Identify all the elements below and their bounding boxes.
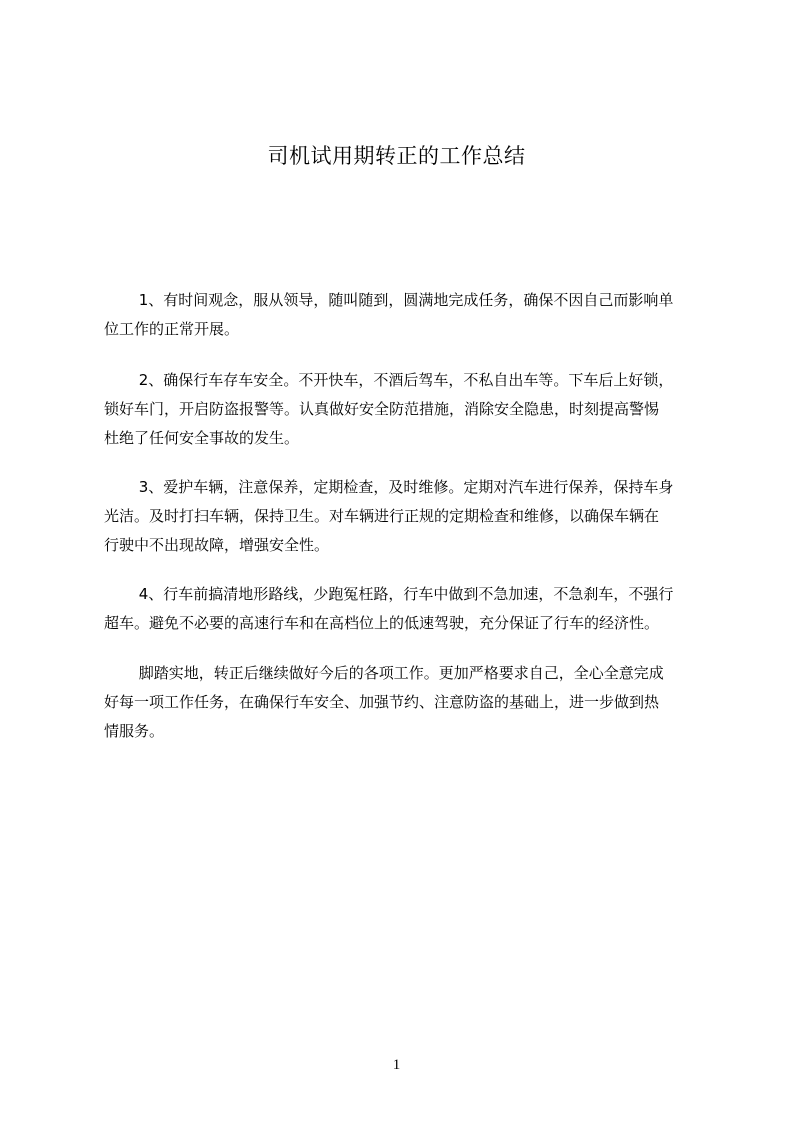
paragraph-3: 3、爱护车辆，注意保养，定期检查，及时维修。定期对汽车进行保养，保持车身 光洁。及时打扫车辆，保持卫生。对车辆进行正规的定期检查和维修，以确保车辆在 行驶中不出现故障，增强安全性。 [104, 478, 674, 554]
paragraph-5: 脚踏实地，转正后继续做好今后的各项工作。更加严格要求自己，全心全意完成 好每一项工作任务，在确保行车安全、加强节约、注意防盗的基础上，进一步做到热 情服务。 [104, 664, 664, 740]
paragraph-4: 4、行车前搞清地形路线，少跑冤枉路，行车中做到不急加速，不急刹车，不强行 超车。避免不必要的高速行车和在高档位上的低速驾驶，充分保证了行车的经济性。 [104, 585, 674, 632]
document-title: 司机试用期转正的工作总结 [267, 144, 526, 168]
page-number: 1 [392, 1057, 401, 1073]
paragraph-2: 2、确保行车存车安全。不开快车，不酒后驾车，不私自出车等。下车后上好锁， 锁好车门，开启防盗报警等。认真做好安全防范措施，消除安全隐患，时刻提高警惕 杜绝了任何安全事故的发生。 [104, 371, 674, 447]
paragraph-1: 1、有时间观念，服从领导，随叫随到，圆满地完成任务，确保不因自己而影响单 位工作的正常开展。 [104, 291, 674, 338]
